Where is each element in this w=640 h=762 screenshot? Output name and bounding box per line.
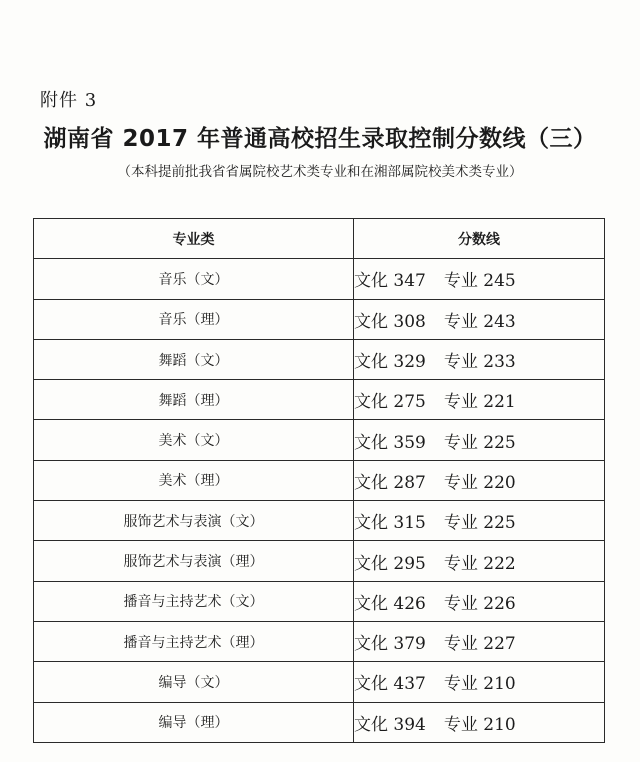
score-cell: [354, 702, 605, 742]
score-cell: [354, 621, 605, 661]
culture-score: 379: [393, 634, 426, 655]
major-score: 225: [483, 432, 516, 453]
major-score: 210: [483, 714, 516, 735]
header-score-line: 分数线: [354, 219, 605, 259]
culture-score: 437: [393, 674, 426, 695]
culture-label: 文化: [354, 593, 388, 614]
table-row: [34, 380, 605, 420]
major-score: 220: [483, 472, 516, 493]
major-label: 专业: [443, 553, 478, 574]
category-cell: 美术（文）: [34, 420, 354, 460]
major-label: 专业: [443, 674, 478, 695]
score-cell: [354, 541, 605, 581]
culture-label: 文化: [354, 714, 388, 735]
page-subtitle: （本科提前批我省省属院校艺术类专业和在湘部属院校美术类专业）: [117, 164, 523, 180]
culture-score: 426: [393, 593, 426, 614]
major-score: 221: [483, 392, 516, 413]
score-cell: [354, 299, 605, 339]
table-row: [34, 420, 605, 460]
category-cell: 音乐（理）: [34, 299, 354, 339]
score-cell: [354, 501, 605, 541]
table-row: [34, 501, 605, 541]
major-score: 225: [483, 513, 516, 534]
score-cell: [354, 259, 605, 299]
table-header-row: [34, 219, 605, 259]
attachment-label: 附件 3: [40, 90, 98, 111]
category-cell: 美术（理）: [34, 460, 354, 500]
culture-score: 295: [393, 553, 426, 574]
table-row: [34, 702, 605, 742]
major-score: 210: [483, 674, 516, 695]
major-label: 专业: [443, 271, 478, 292]
category-cell: 舞蹈（理）: [34, 380, 354, 420]
table-row: [34, 541, 605, 581]
score-cell: [354, 581, 605, 621]
category-cell: 编导（理）: [34, 702, 354, 742]
score-cell: [354, 339, 605, 379]
major-label: 专业: [443, 513, 478, 534]
major-label: 专业: [443, 472, 478, 493]
major-score: 245: [483, 271, 516, 292]
major-label: 专业: [443, 311, 478, 332]
culture-label: 文化: [354, 311, 388, 332]
major-label: 专业: [443, 634, 478, 655]
major-label: 专业: [443, 392, 478, 413]
culture-score: 329: [393, 352, 426, 373]
culture-label: 文化: [354, 432, 388, 453]
table-row: [34, 299, 605, 339]
category-cell: 播音与主持艺术（文）: [34, 581, 354, 621]
major-score: 226: [483, 593, 516, 614]
major-label: 专业: [443, 352, 478, 373]
culture-label: 文化: [354, 513, 388, 534]
culture-score: 315: [393, 513, 426, 534]
culture-score: 275: [393, 392, 426, 413]
culture-score: 394: [393, 714, 426, 735]
major-label: 专业: [443, 714, 478, 735]
category-cell: 服饰艺术与表演（文）: [34, 501, 354, 541]
table-row: [34, 621, 605, 661]
category-cell: 舞蹈（文）: [34, 339, 354, 379]
major-label: 专业: [443, 593, 478, 614]
category-cell: 编导（文）: [34, 662, 354, 702]
culture-label: 文化: [354, 553, 388, 574]
category-cell: 服饰艺术与表演（理）: [34, 541, 354, 581]
table-row: [34, 339, 605, 379]
table-row: [34, 581, 605, 621]
major-score: 222: [483, 553, 516, 574]
header-category: 专业类: [34, 219, 354, 259]
culture-label: 文化: [354, 634, 388, 655]
culture-label: 文化: [354, 674, 388, 695]
table-row: [34, 259, 605, 299]
culture-score: 287: [393, 472, 426, 493]
culture-label: 文化: [354, 472, 388, 493]
major-score: 227: [483, 634, 516, 655]
score-cell: [354, 380, 605, 420]
major-score: 243: [483, 311, 516, 332]
page-title: 湖南省 2017 年普通高校招生录取控制分数线（三）: [43, 126, 597, 152]
category-cell: 音乐（文）: [34, 259, 354, 299]
culture-label: 文化: [354, 271, 388, 292]
score-cell: [354, 460, 605, 500]
culture-score: 347: [393, 271, 426, 292]
culture-label: 文化: [354, 392, 388, 413]
major-label: 专业: [443, 432, 478, 453]
table-row: [34, 662, 605, 702]
culture-score: 308: [393, 311, 426, 332]
table-row: [34, 460, 605, 500]
category-cell: 播音与主持艺术（理）: [34, 621, 354, 661]
major-score: 233: [483, 352, 516, 373]
culture-score: 359: [393, 432, 426, 453]
score-cell: [354, 420, 605, 460]
culture-label: 文化: [354, 352, 388, 373]
score-cell: [354, 662, 605, 702]
score-table: [33, 218, 605, 743]
